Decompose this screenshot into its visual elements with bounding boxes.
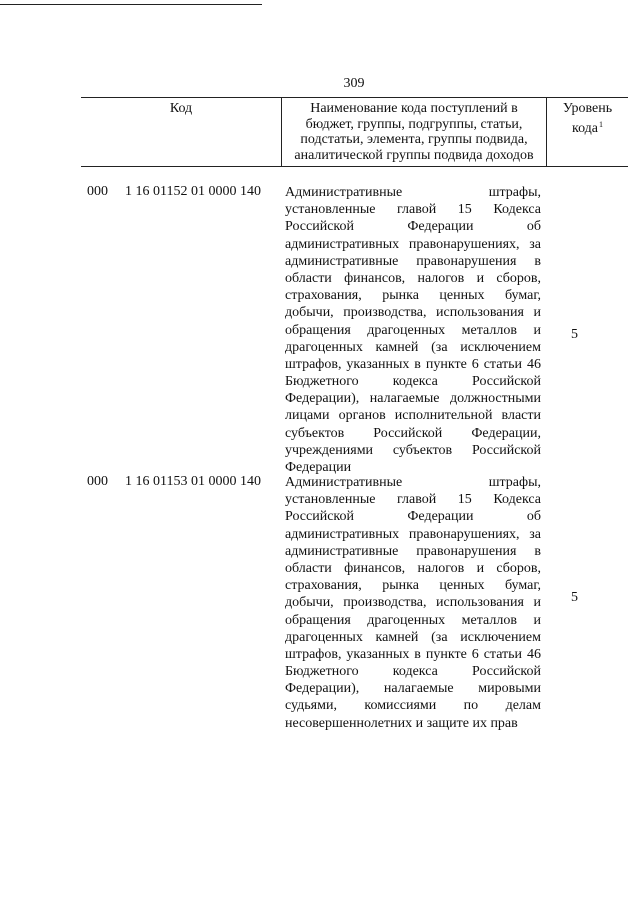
description-line: штрафов, указанных в пункте 6 статьи 46	[285, 646, 541, 662]
table-header	[81, 97, 628, 167]
row-prefix: 000	[87, 474, 108, 489]
description-line: Административные штрафы,	[285, 185, 541, 200]
description-line: штрафов, указанных в пункте 6 статьи 46	[285, 356, 541, 372]
description-line: субъектов Российской Федерации,	[285, 425, 541, 441]
description-line: лицами органов исполнительной власти	[285, 408, 541, 424]
description-line: Российской Федерации об	[285, 509, 541, 525]
description-line: области финансов, налогов и сборов,	[285, 560, 541, 576]
description-line: добычи, производства, использования и	[285, 305, 541, 321]
description-line: учреждениями субъектов Российской	[285, 442, 541, 458]
description-line: установленные главой 15 Кодекса	[285, 202, 541, 218]
row-description	[285, 474, 541, 732]
row-code: 1 16 01152 01 0000 140	[125, 184, 261, 199]
header-code: Код	[169, 101, 193, 116]
description-line: судьями, комиссиями по делам	[285, 698, 541, 714]
row-level: 5	[571, 590, 578, 605]
description-line: Федерации), налагаемые мировыми	[285, 681, 541, 697]
header-name-line: аналитической группы подвида доходов	[294, 147, 534, 163]
top-rule	[0, 4, 262, 5]
description-line: драгоценных камней (за исключением	[285, 629, 541, 645]
description-line: добычи, производства, использования и	[285, 595, 541, 611]
description-line: области финансов, налогов и сборов,	[285, 270, 541, 286]
description-line: обращения драгоценных металлов и	[285, 612, 541, 628]
description-line: административные правонарушения в	[285, 543, 541, 559]
row-description	[285, 184, 541, 476]
description-line: Бюджетного кодекса Российской	[285, 374, 541, 390]
row-prefix: 000	[87, 184, 108, 199]
description-line: административных правонарушениях, за	[285, 236, 541, 252]
footnote-mark: 1	[599, 119, 604, 129]
header-name-line: подстатьи, элемента, группы подвида,	[300, 132, 528, 147]
description-line: обращения драгоценных металлов и	[285, 322, 541, 338]
description-line: административных правонарушениях, за	[285, 526, 541, 542]
description-line: Федерации	[285, 460, 352, 475]
header-level-line1: Уровень	[562, 101, 613, 116]
description-line: страхования, рынка ценных бумаг,	[285, 288, 541, 304]
header-name-line: Наименование кода поступлений в	[310, 101, 518, 116]
description-line: Российской Федерации об	[285, 219, 541, 235]
description-line: Административные штрафы,	[285, 475, 541, 490]
header-name	[281, 98, 547, 166]
description-line: страхования, рынка ценных бумаг,	[285, 578, 541, 594]
description-line: Бюджетного кодекса Российской	[285, 664, 541, 680]
header-level	[547, 98, 628, 166]
row-code: 1 16 01153 01 0000 140	[125, 474, 261, 489]
description-line: драгоценных камней (за исключением	[285, 339, 541, 355]
row-level: 5	[571, 327, 578, 342]
description-line: несовершеннолетних и защите их прав	[285, 715, 518, 731]
description-line: Федерации), налагаемые должностными	[285, 391, 541, 407]
description-line: административные правонарушения в	[285, 253, 541, 269]
description-line: установленные главой 15 Кодекса	[285, 492, 541, 508]
header-name-line: бюджет, группы, подгруппы, статьи,	[305, 116, 523, 132]
header-level-line2	[547, 117, 628, 137]
header-level-word: кода	[571, 120, 599, 136]
page-number: 309	[343, 76, 365, 91]
